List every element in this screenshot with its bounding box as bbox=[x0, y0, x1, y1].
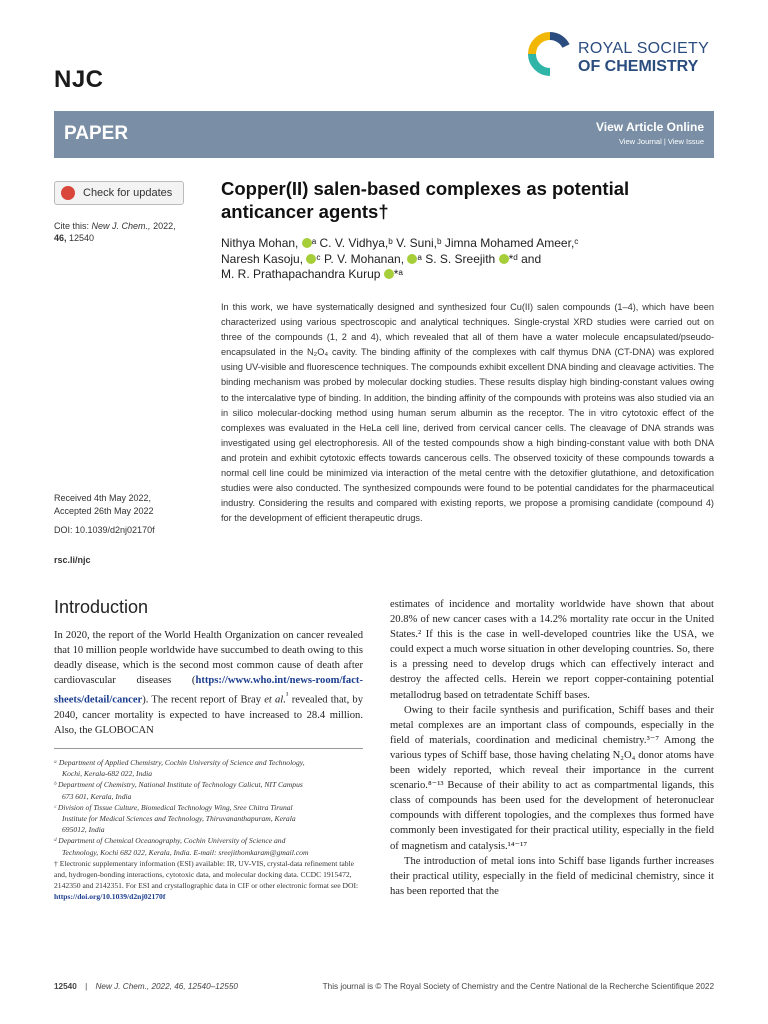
cite-journal: New J. Chem., bbox=[91, 221, 151, 231]
affiliations bbox=[54, 757, 366, 903]
accepted-date: Accepted 26th May 2022 bbox=[54, 506, 154, 516]
author-text: ᵃ S. S. Sreejith bbox=[417, 251, 496, 266]
abstract: In this work, we have systematically designed and synthesized four Cu(II) salen compounds (1–4), which have been characterized using various spectroscopic and analytical techniques. Single-crystal XRD studies were carried out on three of the compounds (1, 2 and 4), which revealed that all of them have a water molecule encapsulated/pseudo-encapsulated in the N₂O₄ cavity. The binding affinity of the complexes with calf thymus DNA (CT-DNA) was explored using UV-visible and fluorescence techniques. The compounds exhibit excellent DNA binding and cleavage activities. The binding mechanism was probed by molecular docking studies. These results display high binding-constant values owing to the intercalative type of binding. In addition, the binding affinity of the compounds with proteins was also studied via an in silico molecular-docking method using human serum albumin as the receptor. The in vitro cytotoxic effect of the complexes was evaluated in the HeLa cell line, derived from cervical cancer cells. The cleavage of DNA strands was investigated using gel electrophoresis. All of the tested compounds show a high binding-constant value with both DNA and protein and exhibit cytotoxic effects towards cancerous cells. The observed toxicity of these compounds towards a normal cell line could be minimized via interaction of the metal centre with the detoxifier glutathione, and detoxification studies were also conducted. The synthesized compounds were found to be potential candidates for the pharmaceutical industry. Considering the results and compared with existing reports, we propose a promising candidate (compound 4) for the development of efficient therapeutic drugs. bbox=[221, 302, 715, 524]
author-text: Nithya Mohan, bbox=[221, 236, 299, 250]
received-date: Received 4th May 2022, bbox=[54, 493, 152, 503]
cite-volume: 46, bbox=[54, 233, 67, 243]
affiliation: Kochi, Kerala-682 022, India bbox=[62, 769, 153, 779]
affiliation: Institute for Medical Sciences and Technology, Thiruvananthapuram, Kerala bbox=[62, 814, 296, 824]
rsc-link[interactable]: rsc.li/njc bbox=[54, 555, 91, 565]
page-footer bbox=[54, 982, 714, 991]
body-paragraph: estimates of incidence and mortality worldwide have shown that about 20.8% of new cancer cases with a 14.2% mortality rate occur in the United States.² If this is the case in well-developed countries like the USA, we could expect a much worse situation in other developing countries. So, there is a pressing need to develop drugs which can effectively interact and destroy the affected cells. Herein we report copper-containing potential metallodrug based on tetradentate Schiff bases. bbox=[390, 599, 714, 701]
body-text: ). The recent report of Bray bbox=[142, 694, 265, 706]
cite-year: 2022, bbox=[153, 221, 176, 231]
esi-note bbox=[54, 858, 366, 903]
view-journal-issue-links[interactable]: View Journal | View Issue bbox=[618, 137, 704, 146]
publisher-name-line2: OF CHEMISTRY bbox=[578, 58, 699, 75]
page-number: 12540 bbox=[54, 982, 77, 991]
article-type: PAPER bbox=[64, 123, 129, 144]
affiliation: 673 601, Kerala, India bbox=[62, 791, 132, 801]
check-updates-label: Check for updates bbox=[83, 187, 173, 199]
footnote-divider bbox=[54, 748, 363, 749]
author-text: ᶜ P. V. Mohanan, bbox=[316, 251, 405, 266]
journal-name: NJC bbox=[54, 66, 104, 93]
header-band bbox=[54, 111, 714, 158]
esi-doi-link[interactable]: https://doi.org/10.1039/d2nj02170f bbox=[54, 892, 166, 902]
footer-separator: | bbox=[85, 982, 88, 991]
publisher-name-line1: ROYAL SOCIETY bbox=[578, 40, 710, 57]
affiliation: 695012, India bbox=[62, 825, 105, 835]
orcid-icon[interactable] bbox=[499, 254, 509, 264]
orcid-icon[interactable] bbox=[384, 269, 394, 279]
footer-citation: New J. Chem., 2022, 46, 12540–12550 bbox=[95, 982, 238, 991]
reference-link[interactable]: ¹ bbox=[285, 690, 289, 701]
author-text: Naresh Kasoju, bbox=[221, 251, 304, 266]
publisher-logo[interactable] bbox=[528, 28, 718, 84]
intro-left-paragraph bbox=[54, 628, 363, 738]
body-text: In 2020, the report of the World Health Organization on cancer revealed that 10 million people worldwide have succumbed to death owing to this deadly disease, which is the second most common cause of death after cardiovascular diseases ( bbox=[54, 630, 363, 687]
body-text: et al. bbox=[264, 694, 286, 706]
body-paragraph: The introduction of metal ions into Schiff base ligands further increases their practical utility, especially in the field of medicinal chemistry, since it has been reported that the bbox=[390, 855, 714, 897]
cite-label: Cite this: bbox=[54, 221, 90, 231]
check-updates-button[interactable] bbox=[54, 181, 184, 205]
who-link[interactable]: https://www.who.int/news-room/fact-sheets/detail/cancer bbox=[54, 675, 363, 706]
cite-block bbox=[54, 220, 204, 244]
author-text: M. R. Prathapachandra Kurup bbox=[221, 267, 381, 281]
cite-pages: 12540 bbox=[69, 233, 95, 243]
footer-copyright: This journal is © The Royal Society of Chemistry and the Centre National de la Recherche Scientifique 2022 bbox=[322, 982, 714, 991]
article-title: Copper(II) salen-based complexes as potential anticancer agents† bbox=[221, 178, 630, 222]
rsc-logo-icon bbox=[528, 32, 572, 76]
author-text: ᵃ C. V. Vidhya,ᵇ V. Suni,ᵇ Jimna Mohamed Ameer,ᶜ bbox=[311, 236, 579, 250]
orcid-icon[interactable] bbox=[302, 238, 312, 248]
crossmark-icon bbox=[61, 186, 75, 200]
view-article-online-link[interactable]: View Article Online bbox=[595, 120, 704, 134]
doi: DOI: 10.1039/d2nj02170f bbox=[54, 525, 155, 535]
author-text: *ᵃ bbox=[393, 267, 403, 281]
affiliation: ᵈ Department of Chemical Oceanography, Cochin University of Science and bbox=[54, 836, 286, 846]
intro-right-column bbox=[390, 597, 714, 899]
affiliation: ᵇ Department of Chemistry, National Institute of Technology Calicut, NIT Campus bbox=[54, 780, 303, 790]
author-list bbox=[221, 236, 701, 283]
author-text: *ᵈ and bbox=[508, 251, 542, 266]
affiliation: ᶜ Division of Tissue Culture, Biomedical Technology Wing, Sree Chitra Tirunal bbox=[54, 802, 293, 812]
orcid-icon[interactable] bbox=[407, 254, 417, 264]
affiliation: Technology, Kochi 682 022, Kerala, India. E-mail: sreejithomkaram@gmail.com bbox=[62, 847, 309, 857]
body-text: revealed that, by 2040, cancer mortality is expected to have increased to 28.4 million. Also, the GLOBOCAN bbox=[54, 694, 363, 737]
orcid-icon[interactable] bbox=[306, 254, 316, 264]
affiliation: ᵃ Department of Applied Chemistry, Cochin University of Science and Technology, bbox=[54, 758, 305, 767]
body-paragraph: Owing to their facile synthesis and purification, Schiff bases and their metal complexes are an important class of compounds, especially in the field of materials, coordination and medicinal chemistry.³⁻⁷ Among the various types of Schiff base, those having chelating N₂O₄ donor atoms have been widely reported, which reveal their importance in the current scenario.⁸⁻¹³ Because of their ability to act as compartmental ligands, this class of compounds has been used for the development of heteronuclear compounds with different topologies, and the complexes thus formed have commonly been investigated for their practical utility, especially in the field of magnetism and catalysis.¹⁴⁻¹⁷ bbox=[390, 704, 714, 852]
section-heading: Introduction bbox=[54, 597, 149, 617]
esi-text: † Electronic supplementary information (ESI) available: IR, UV-VIS, crystal-data refinement table and, hydrogen-bonding interactions, cytotoxic data, and molecular docking data. CCDC 1915472, 2142350 and 2142351. For ESI and crystallographic data in CIF or other electronic format see DOI: bbox=[54, 858, 359, 891]
